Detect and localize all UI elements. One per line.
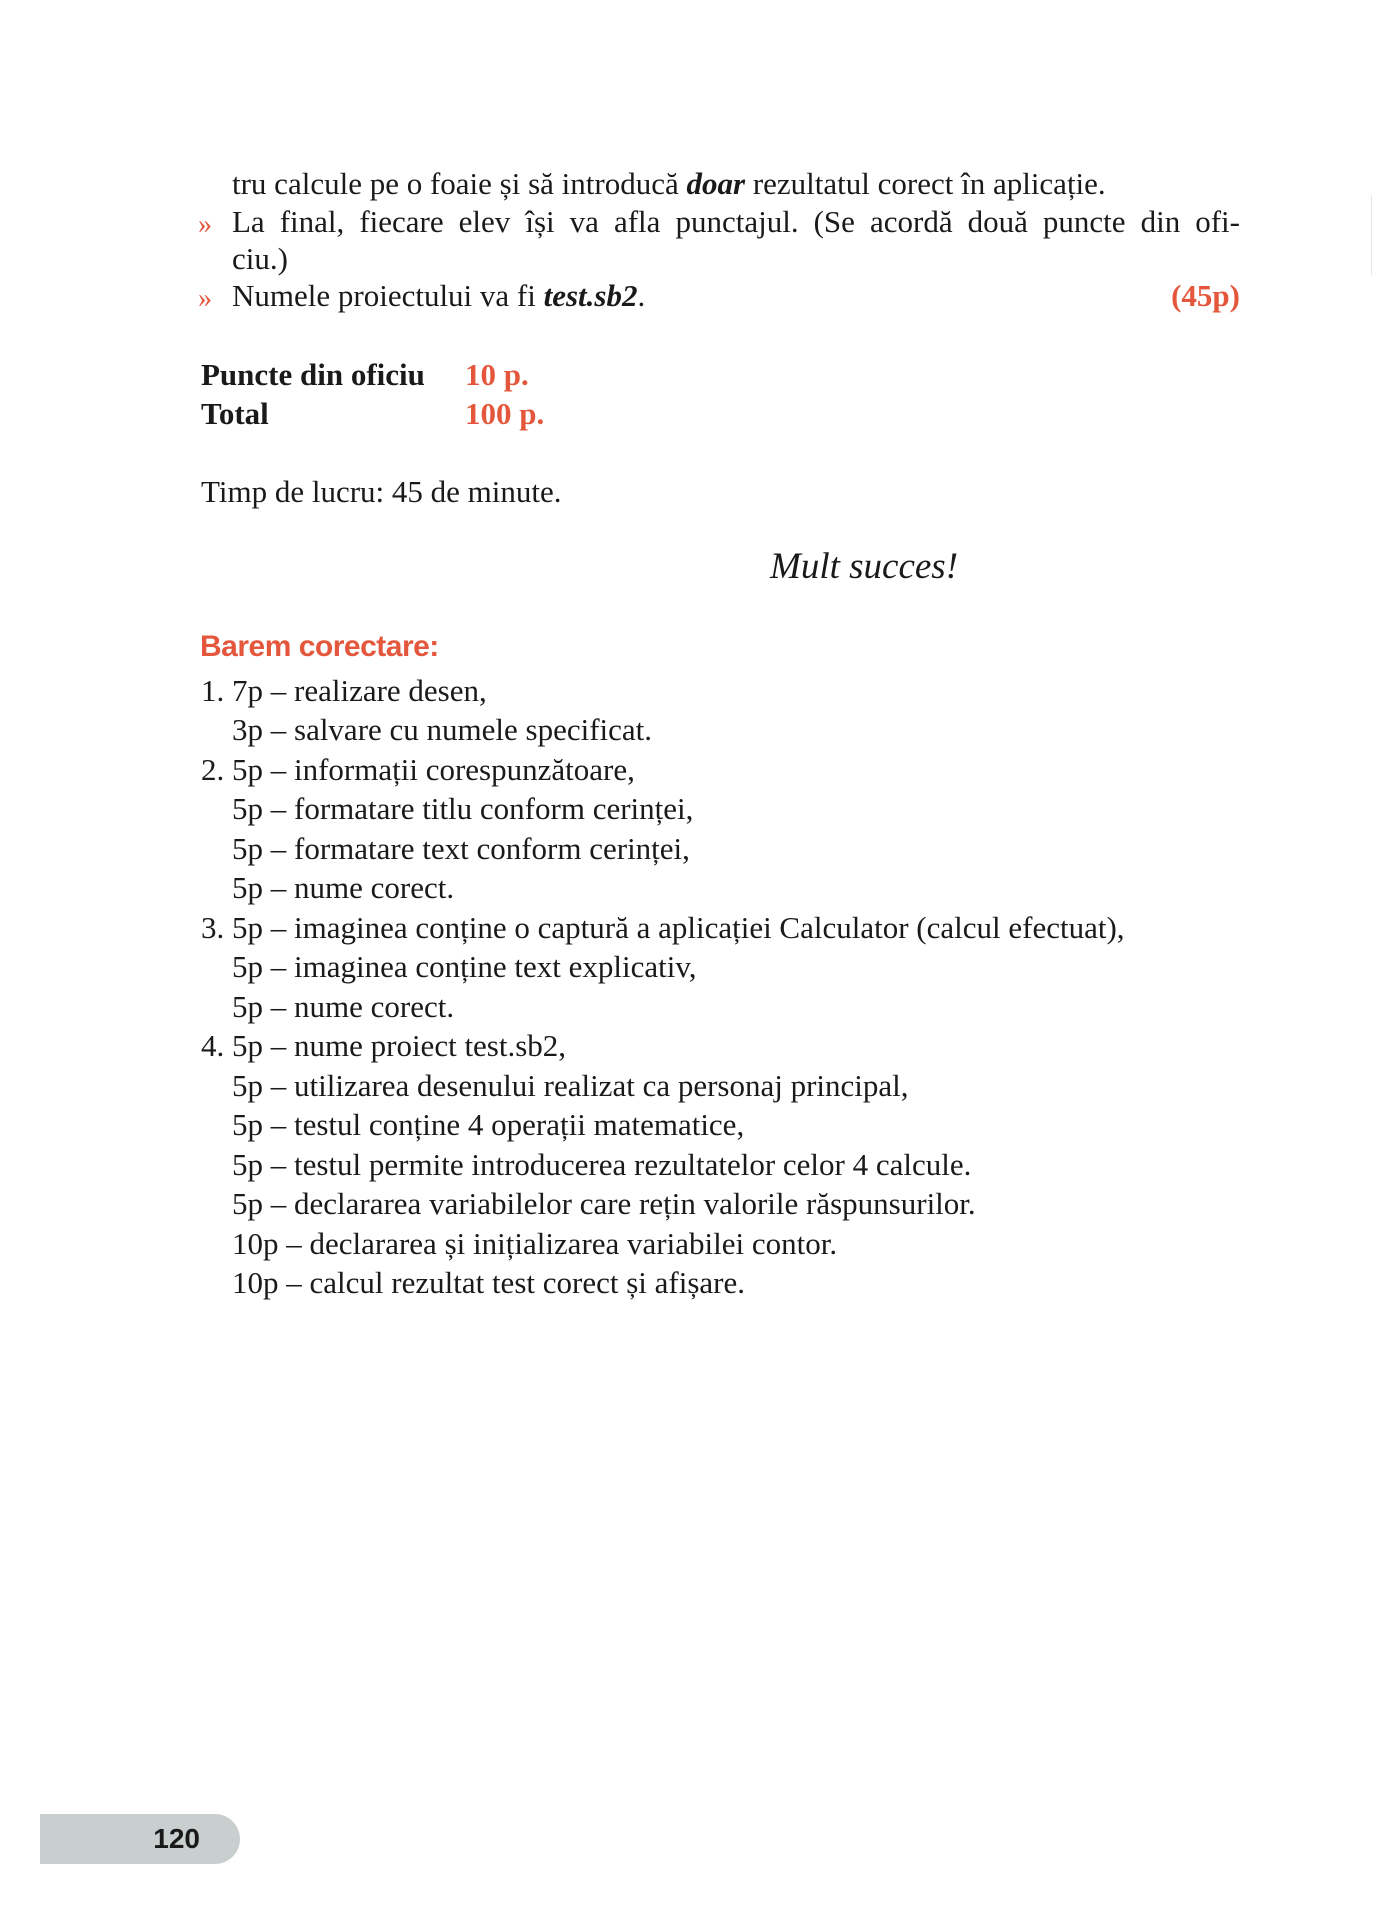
rubric-line: 2. 5p – informații corespunzătoare, [201, 752, 635, 787]
rubric-line: 3. 5p – imaginea conține o captură a aplicației Calculator (calcul efectuat), [201, 910, 1125, 945]
closing-message: Mult succes! [770, 546, 959, 587]
time-text: Timp de lucru: 45 de minute. [201, 474, 562, 509]
oficiu-label: Puncte din oficiu [201, 357, 425, 392]
rubric-line: 1. 7p – realizare desen, [201, 673, 487, 708]
bullet-final-score-line-2: ciu.) [232, 241, 288, 276]
bullet-final-score-line-1: La final, fiecare elev își va afla punctajul. (Se acordă două puncte din ofi- [232, 204, 1240, 239]
project-filename: test.sb2 [543, 278, 638, 313]
rubric-line: 10p – calcul rezultat test corect și afișare. [232, 1265, 745, 1300]
emphasis-doar: doar [686, 166, 746, 201]
total-label: Total [201, 396, 269, 431]
task-line-part-2: rezultatul corect în aplicație. [745, 166, 1106, 201]
rubric-line: 5p – declararea variabilelor care rețin valorile răspunsurilor. [232, 1186, 976, 1221]
rubric-line: 4. 5p – nume proiect test.sb2, [201, 1028, 567, 1063]
page-number-tab [40, 1814, 240, 1864]
project-name-text: Numele proiectului va fi [232, 278, 544, 313]
task-line-part-1: tru calcule pe o foaie și să introducă [232, 166, 687, 201]
rubric-line: 5p – testul conține 4 operații matematice, [232, 1107, 745, 1142]
task-points: (45p) [1171, 278, 1240, 313]
oficiu-value: 10 p. [465, 357, 529, 392]
total-value: 100 p. [465, 396, 545, 431]
rubric-line: 5p – testul permite introducerea rezultatelor celor 4 calcule. [232, 1147, 972, 1182]
rubric-line: 3p – salvare cu numele specificat. [232, 712, 653, 747]
rubric-line: 10p – declararea și inițializarea variabilei contor. [232, 1226, 838, 1261]
bullet-project-name [232, 280, 645, 311]
page-edge-mark [1371, 195, 1372, 275]
rubric-line: 5p – nume corect. [232, 989, 455, 1024]
rubric-line: 5p – imaginea conține text explicativ, [232, 949, 697, 984]
bullet-marker-2: » [198, 283, 212, 314]
project-name-period: . [637, 278, 646, 313]
rubric-line: 5p – formatare text conform cerinței, [232, 831, 690, 866]
task-continuation-line [232, 168, 1106, 199]
rubric-line: 5p – utilizarea desenului realizat ca personaj principal, [232, 1068, 909, 1103]
rubric-heading: Barem corectare: [200, 630, 439, 663]
bullet-marker-1: » [198, 209, 212, 240]
rubric-line: 5p – formatare titlu conform cerinței, [232, 791, 694, 826]
rubric-line: 5p – nume corect. [232, 870, 455, 905]
page-number: 120 [153, 1823, 200, 1854]
